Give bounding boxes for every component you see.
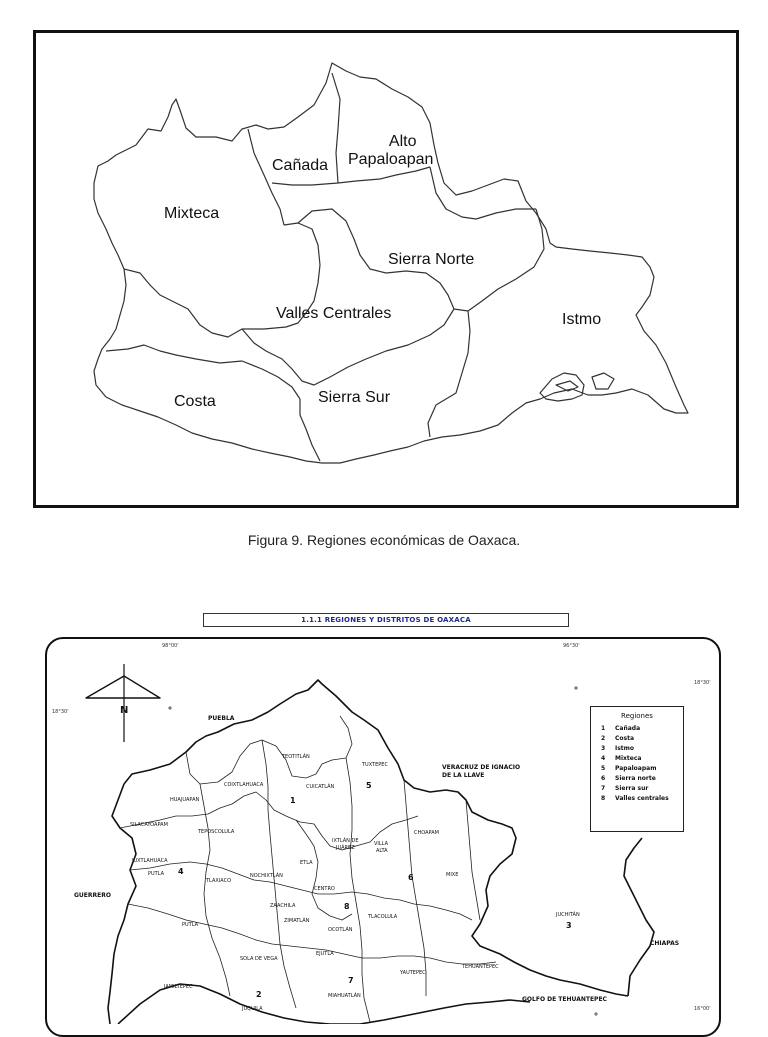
district-yautepec: YAUTEPEC xyxy=(400,970,426,976)
boundary-alto-sierranorte xyxy=(430,167,536,219)
district-choapam: CHOAPAM xyxy=(414,830,439,836)
district-coixtlahuaca: COIXTLAHUACA xyxy=(224,782,264,788)
district-ocotlan: OCOTLÁN xyxy=(328,927,353,933)
regions-legend xyxy=(590,706,684,832)
legend-item xyxy=(591,744,683,754)
legend-key: 3 xyxy=(601,745,606,752)
north-arrow-triangle xyxy=(86,676,160,698)
neighbor-chiapas: CHIAPAS xyxy=(650,940,680,947)
legend-item xyxy=(591,764,683,774)
district-mixe: MIXE xyxy=(446,872,459,878)
district-etla: ETLA xyxy=(300,860,313,866)
boundary-sierrasur-istmo xyxy=(428,311,470,437)
legend-title: Regiones xyxy=(621,712,653,720)
boundary-canada-alto xyxy=(332,73,340,183)
region-label-alto-line1: Alto xyxy=(388,133,417,150)
legend-key: 8 xyxy=(601,795,606,802)
grid-cross xyxy=(168,706,172,710)
region-label-istmo: Istmo xyxy=(562,311,602,328)
legend-item xyxy=(591,734,683,744)
district-tlacolula: TLACOLULA xyxy=(368,914,398,920)
boundary-mixteca-canada xyxy=(248,129,284,225)
region-label-costa: Costa xyxy=(174,393,216,410)
district-juchitan: JUCHITÁN xyxy=(556,912,580,918)
district-nochixtlan: NOCHIXTLÁN xyxy=(250,873,283,879)
legend-key: 7 xyxy=(601,785,606,792)
district-cuicatlan: CUICATLÁN xyxy=(306,784,335,790)
grid-cross xyxy=(574,686,578,690)
region-number-5: 5 xyxy=(366,781,372,790)
district-jamiltepec: JAMILTEPEC xyxy=(164,984,193,990)
district-huajuapan: HUAJUAPAN xyxy=(170,797,200,803)
district-villa-alta-line1: VILLA xyxy=(374,841,389,847)
coord-right-lower: 16°00' xyxy=(694,1006,711,1012)
legend-item xyxy=(591,754,683,764)
district-boundary xyxy=(466,800,480,920)
district-sola-de-vega: SOLA DE VEGA xyxy=(240,956,278,962)
region-label-alto-line2: Papaloapan xyxy=(348,151,434,168)
figure-caption: Figura 9. Regiones económicas de Oaxaca. xyxy=(247,532,521,548)
district-tuxtepec: TUXTEPEC xyxy=(362,762,388,768)
legend-key: 6 xyxy=(601,775,606,782)
district-boundary xyxy=(128,904,496,964)
district-boundary xyxy=(200,784,230,996)
legend-label: Papaloapam xyxy=(615,765,657,772)
neighbor-gulf: GOLFO DE TEHUANTEPEC xyxy=(522,996,607,1003)
district-juquila: JUQUILA xyxy=(242,1006,263,1012)
district-boundary xyxy=(404,780,426,996)
legend-item xyxy=(591,794,683,804)
regions-map-frame xyxy=(33,30,739,508)
neighbor-veracruz-line1: VERACRUZ DE IGNACIO xyxy=(442,764,521,771)
legend-item xyxy=(591,774,683,784)
district-juxtlahuaca: JUXTLAHUACA xyxy=(132,858,168,864)
coastline xyxy=(118,984,530,1024)
district-villa-alta-line2: ALTA xyxy=(376,848,388,854)
chiapas-border xyxy=(624,838,654,996)
region-label-sierra-sur: Sierra Sur xyxy=(318,389,391,406)
region-label-sierra-norte: Sierra Norte xyxy=(388,251,475,268)
oaxaca-outline xyxy=(124,680,628,996)
district-zimatlan: ZIMATLÁN xyxy=(284,918,310,924)
legend-key: 4 xyxy=(601,755,606,762)
boundary-costa-sierrasur xyxy=(300,399,320,461)
coord-right-upper: 18°30' xyxy=(694,680,711,686)
legend-label: Cañada xyxy=(615,725,641,732)
coord-top-left: 98°00' xyxy=(162,643,179,649)
region-number-1: 1 xyxy=(290,796,296,805)
region-number-8: 8 xyxy=(344,902,350,911)
grid-cross xyxy=(594,1012,598,1016)
neighbor-guerrero: GUERRERO xyxy=(74,892,111,899)
district-teotitlan: TEOTITLÁN xyxy=(282,754,310,760)
legend-label: Sierra sur xyxy=(615,785,649,792)
region-label-mixteca: Mixteca xyxy=(164,205,220,222)
region-label-alto-papaloapan xyxy=(348,133,434,169)
district-boundary xyxy=(186,716,352,784)
district-putla-upper: PUTLA xyxy=(148,871,165,877)
legend-label: Sierra norte xyxy=(615,775,656,782)
legend-item xyxy=(591,784,683,794)
region-number-2: 2 xyxy=(256,990,262,999)
legend-label: Costa xyxy=(615,735,635,742)
district-putla-lower: PUTLA xyxy=(182,922,199,928)
district-zaachila: ZAACHILA xyxy=(270,903,296,909)
lagoon xyxy=(592,373,614,389)
region-number-7: 7 xyxy=(348,976,354,985)
regions-map-outline xyxy=(36,33,736,505)
neighbor-puebla: PUEBLA xyxy=(208,715,235,722)
legend-key: 1 xyxy=(601,725,606,732)
region-number-4: 4 xyxy=(178,867,184,876)
legend-label: Valles centrales xyxy=(615,795,669,802)
district-ixtlan-line2: JUÁREZ xyxy=(336,845,355,851)
region-number-3: 3 xyxy=(566,921,572,930)
neighbor-veracruz-line2: DE LA LLAVE xyxy=(442,772,485,779)
district-tlaxiaco: TLAXIACO xyxy=(206,878,232,884)
district-ejutla: EJUTLA xyxy=(316,951,334,957)
district-miahuatlan: MIAHUATLÁN xyxy=(328,993,361,999)
legend-item xyxy=(591,724,683,734)
district-ixtlan-line1: IXTLÁN DE xyxy=(332,838,359,844)
boundary-mixteca-west xyxy=(124,269,242,337)
district-silacayoapam: SILACAYOAPAM xyxy=(130,822,168,828)
legend-label: Mixteca xyxy=(615,755,642,762)
district-centro: CENTRO xyxy=(314,886,335,892)
north-symbol: N xyxy=(120,705,129,716)
oaxaca-west-outline xyxy=(108,784,136,1024)
districts-map-title: 1.1.1 REGIONES Y DISTRITOS DE OAXACA xyxy=(203,613,569,627)
legend-key: 2 xyxy=(601,735,606,742)
legend-key: 5 xyxy=(601,765,606,772)
legend-label: Istmo xyxy=(615,745,635,752)
coord-top-right: 96°30' xyxy=(563,643,580,649)
district-tehuantepec: TEHUANTEPEC xyxy=(462,964,499,970)
region-label-valles-centrales: Valles Centrales xyxy=(276,305,392,322)
region-label-canada: Cañada xyxy=(272,157,329,174)
district-teposcolula: TEPOSCOLULA xyxy=(198,829,235,835)
region-number-6: 6 xyxy=(408,873,414,882)
coord-left-upper: 18°30' xyxy=(52,709,69,715)
